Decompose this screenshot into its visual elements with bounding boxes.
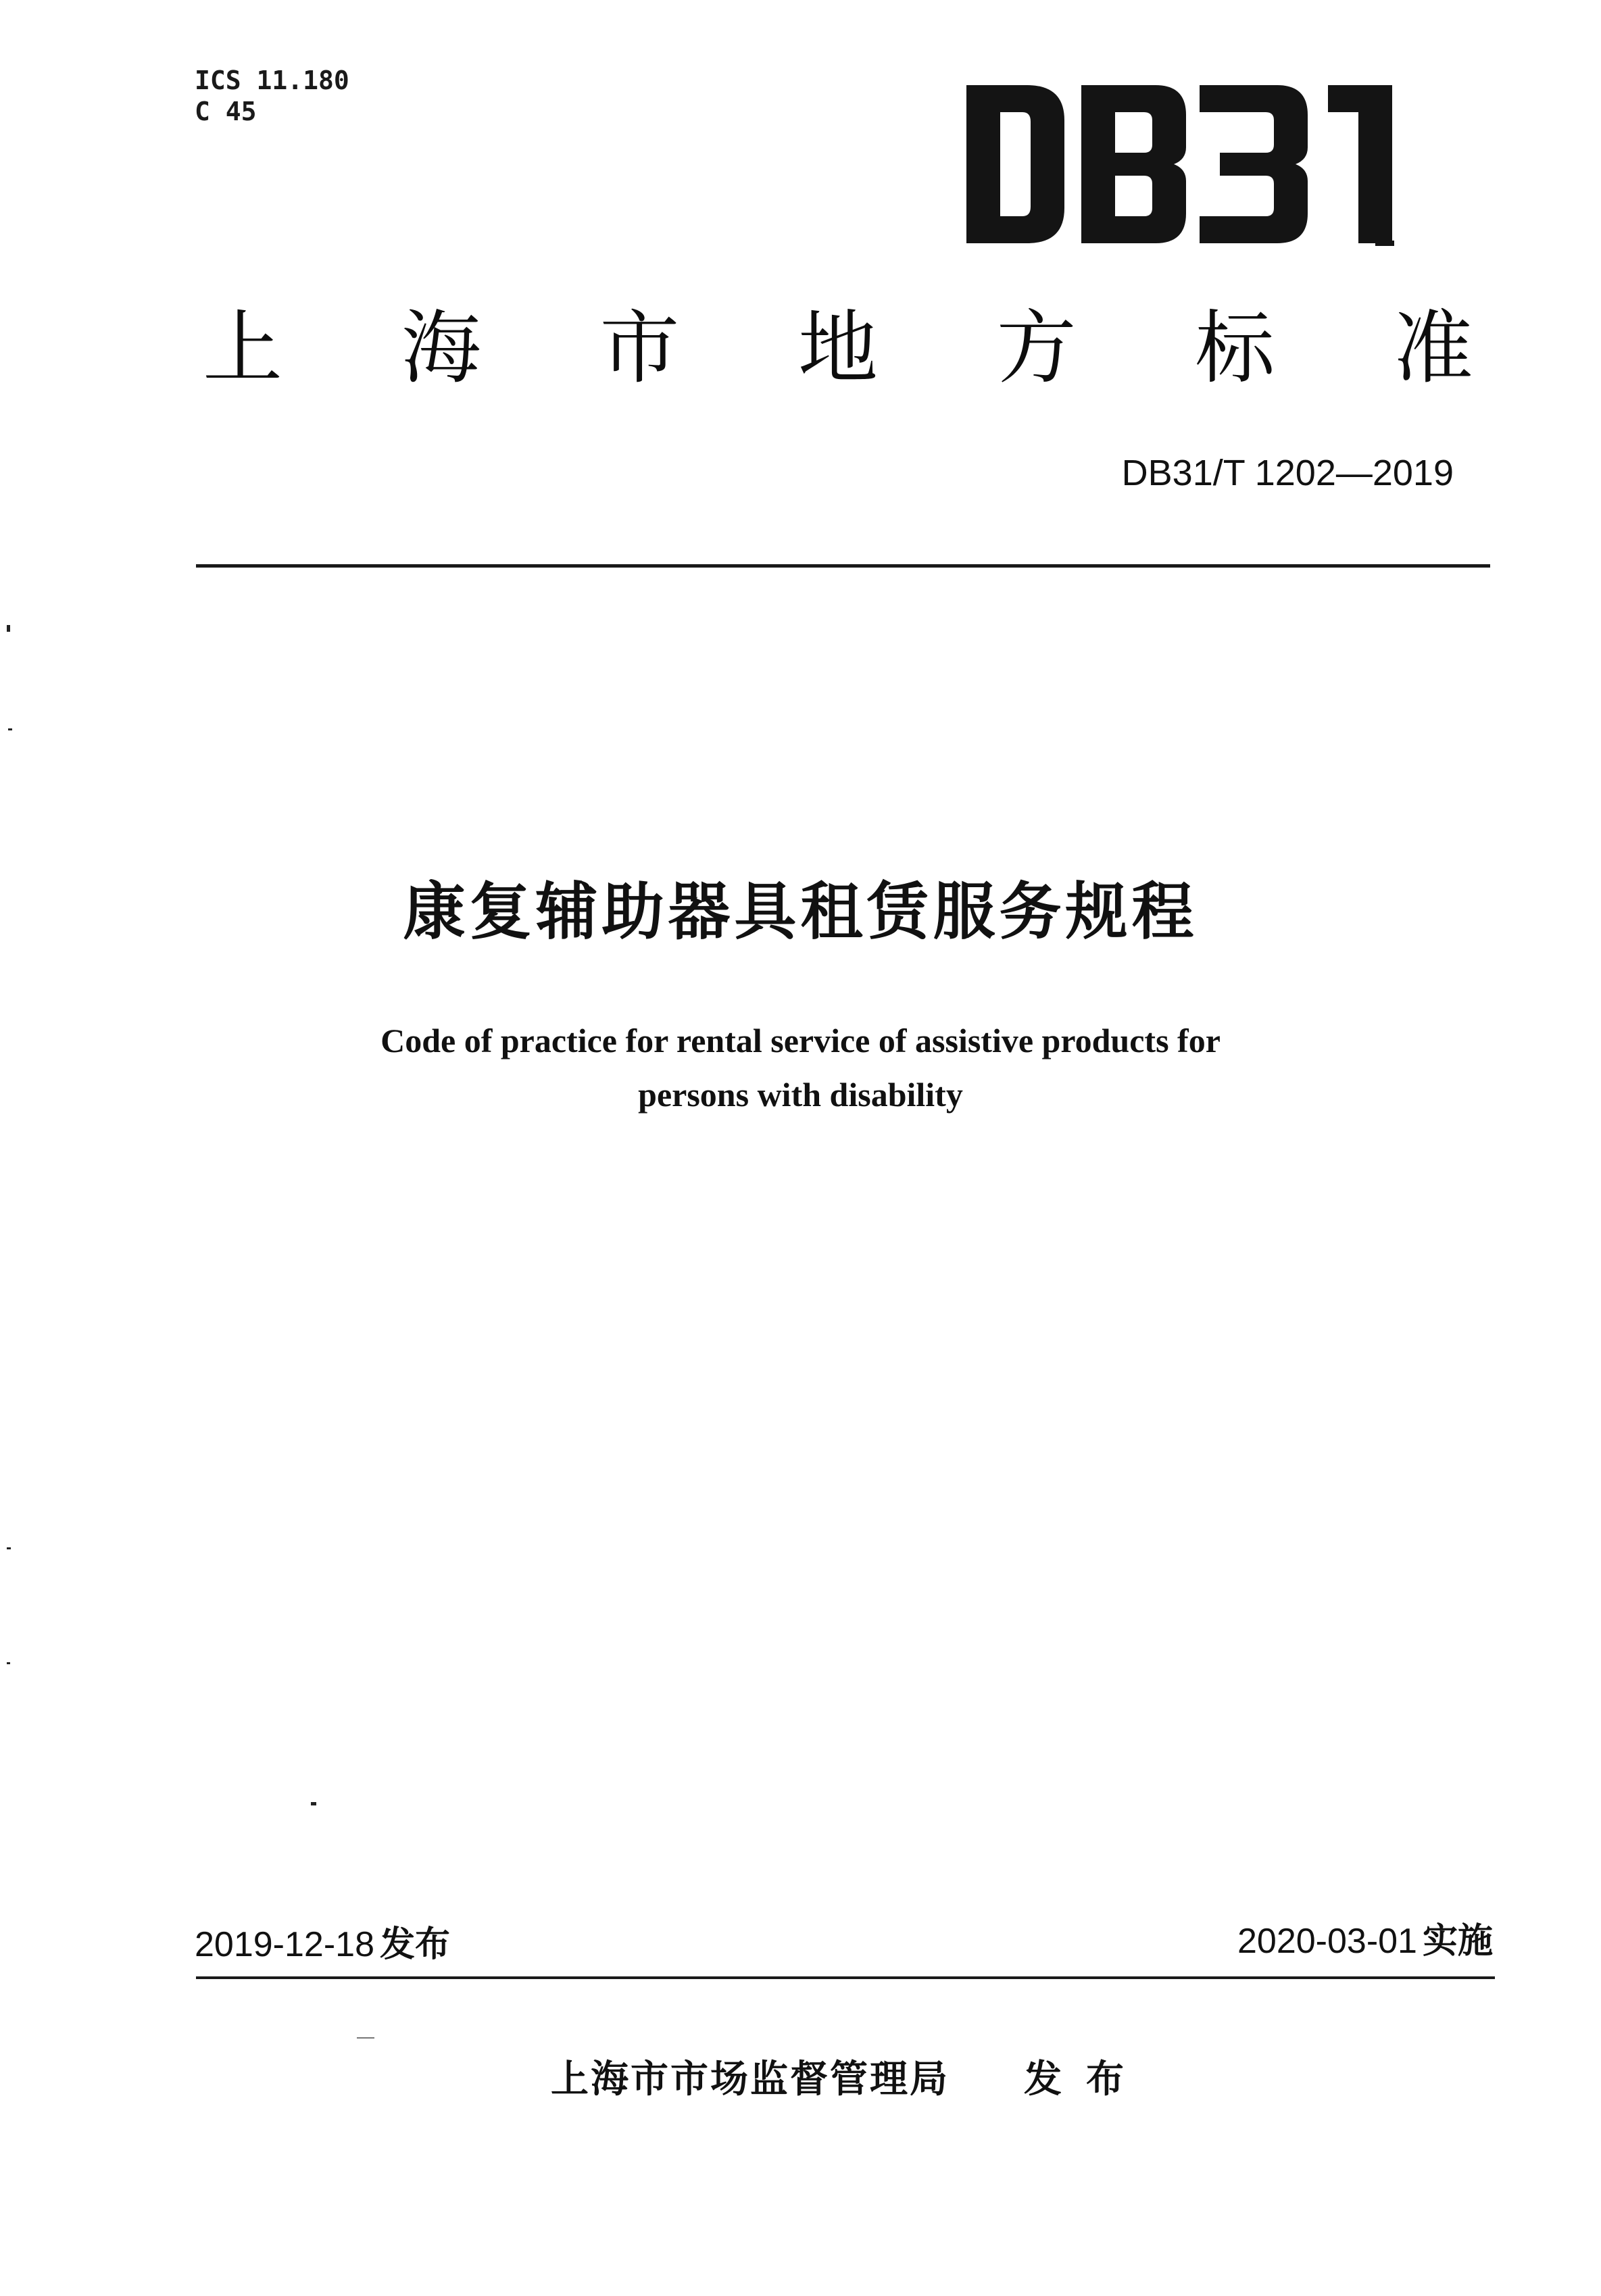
title-english-line: Code of practice for rental service of assistive products for: [380, 1022, 1221, 1059]
standard-number: DB31/T 1202—2019: [1121, 453, 1454, 493]
ccs-code: C 45: [195, 97, 257, 126]
db31-logo: [963, 80, 1402, 249]
effective-date: 2020-03-01: [1237, 1922, 1417, 1961]
scan-speck: [7, 1547, 11, 1549]
effective-label: 实施: [1422, 1921, 1493, 1962]
title-chinese: 康复辅助器具租赁服务规程: [403, 876, 1198, 948]
title-english: [270, 1014, 1331, 1122]
scan-speck: [7, 1662, 10, 1664]
scan-speck: [357, 2037, 374, 2039]
title-english-line: persons with disability: [638, 1076, 963, 1114]
issue-label: 发布: [380, 1924, 451, 1965]
issue-date-block: [195, 1922, 450, 1967]
issuer-name: 上海市市场监督管理局: [551, 2057, 950, 2101]
scan-speck: [311, 1802, 316, 1805]
ics-code: ICS 11.180: [195, 66, 349, 95]
footer-divider: [196, 1976, 1495, 1979]
classification-codes: [195, 65, 349, 127]
issuer-line: [551, 2054, 1148, 2105]
standard-type-char: 准: [1393, 301, 1473, 395]
standard-type-char: 方: [996, 301, 1077, 395]
standard-type-heading: [203, 297, 1473, 399]
standard-type-char: 市: [599, 301, 680, 395]
issuer-action: 发布: [1024, 2057, 1148, 2101]
header-divider: [196, 564, 1490, 568]
effective-date-block: [1237, 1919, 1493, 1964]
scan-speck: [8, 728, 12, 730]
standard-type-char: 海: [401, 301, 481, 395]
issue-date: 2019-12-18: [195, 1925, 374, 1964]
standard-type-char: 标: [1195, 301, 1275, 395]
standard-type-char: 地: [797, 301, 878, 395]
scan-speck: [7, 625, 10, 632]
standard-type-char: 上: [203, 301, 283, 395]
